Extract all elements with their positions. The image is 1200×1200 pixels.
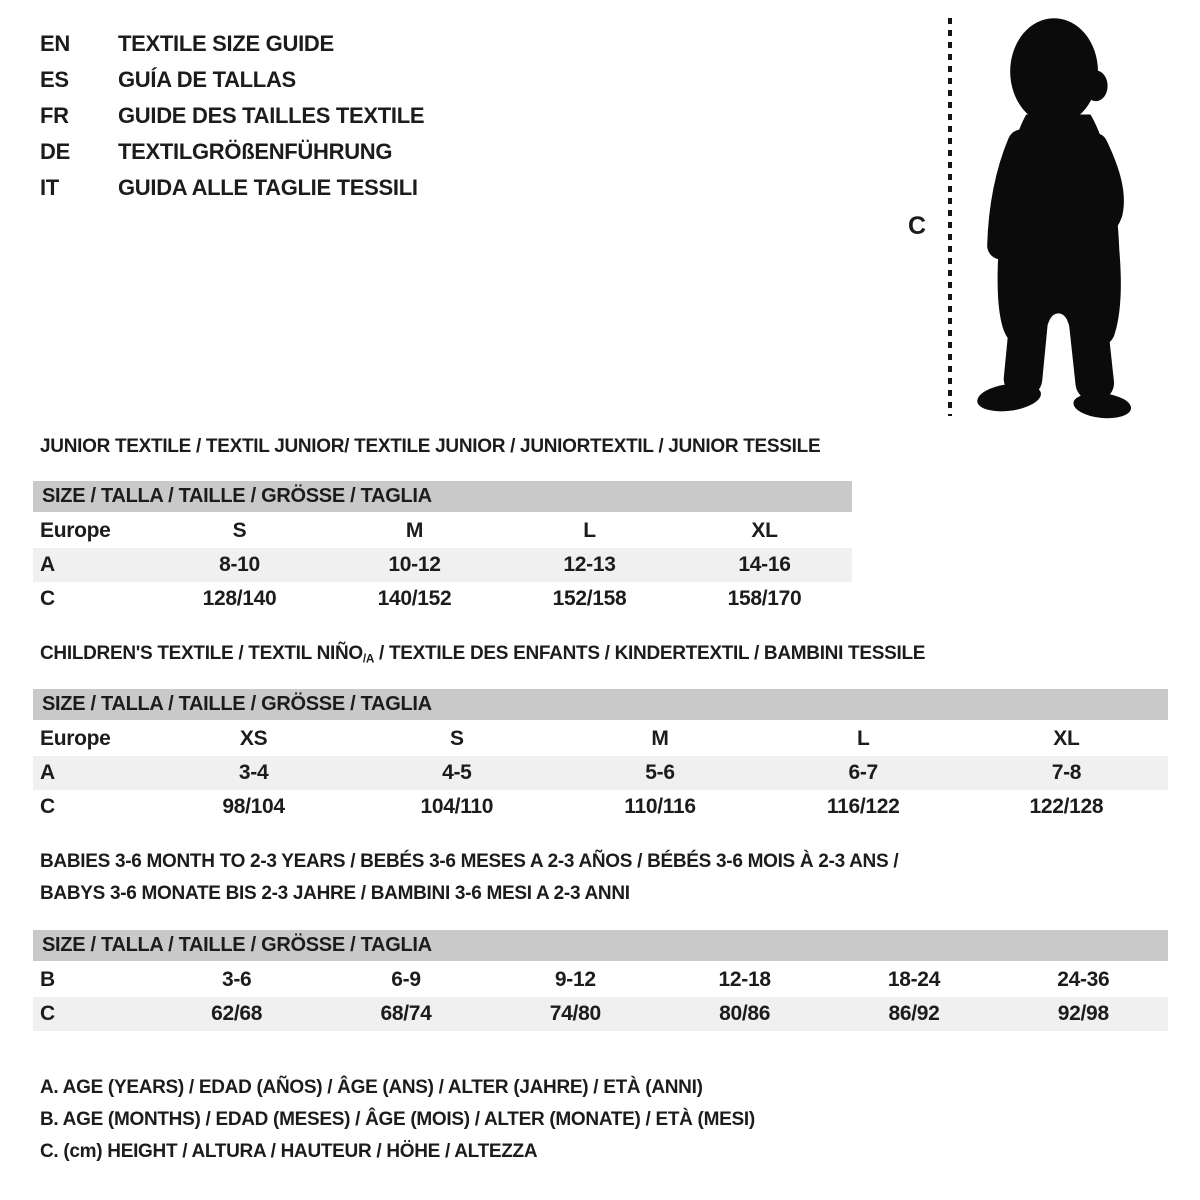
language-row-es bbox=[40, 62, 424, 98]
size-header-bar: SIZE / TALLA / TAILLE / GRÖSSE / TAGLIA bbox=[33, 481, 852, 512]
height-cell: 152/158 bbox=[552, 587, 627, 610]
height-cell: 62/68 bbox=[211, 1002, 263, 1025]
months-cell: 6-9 bbox=[391, 968, 421, 991]
size-header-bar: SIZE / TALLA / TAILLE / GRÖSSE / TAGLIA bbox=[33, 689, 1168, 720]
babies-section-title-line1: BABIES 3-6 MONTH TO 2-3 YEARS / BEBÉS 3-6 MESES A 2-3 AÑOS / BÉBÉS 3-6 MOIS À 2-3 ANS / bbox=[40, 851, 899, 872]
months-cell: 18-24 bbox=[887, 968, 941, 991]
guide-title: GUÍA DE TALLAS bbox=[118, 67, 296, 92]
guide-title: TEXTILE SIZE GUIDE bbox=[118, 31, 334, 56]
height-cell: 122/128 bbox=[1029, 795, 1104, 818]
table-row-height bbox=[33, 790, 1168, 824]
size-cell: L bbox=[856, 727, 870, 750]
height-measure-label: C bbox=[908, 212, 926, 240]
legend-line-age-months: B. AGE (MONTHS) / EDAD (MESES) / ÂGE (MOIS) / ALTER (MONATE) / ETÀ (MESI) bbox=[40, 1109, 755, 1130]
row-label: Europe bbox=[40, 727, 111, 750]
size-cell: XL bbox=[1053, 727, 1080, 750]
height-cell: 92/98 bbox=[1057, 1002, 1109, 1025]
table-row-months bbox=[33, 963, 1168, 997]
legend-line-age-years: A. AGE (YEARS) / EDAD (AÑOS) / ÂGE (ANS) / ALTER (JAHRE) / ETÀ (ANNI) bbox=[40, 1077, 703, 1098]
size-cell: XL bbox=[751, 519, 778, 542]
table-row-height bbox=[33, 997, 1168, 1031]
language-code: ES bbox=[40, 67, 69, 92]
row-label: B bbox=[40, 968, 55, 991]
children-section-title bbox=[40, 643, 925, 665]
row-label: A bbox=[40, 553, 55, 576]
height-cell: 74/80 bbox=[549, 1002, 601, 1025]
children-size-table bbox=[33, 689, 1168, 824]
months-cell: 3-6 bbox=[221, 968, 252, 991]
height-cell: 110/116 bbox=[624, 795, 696, 818]
age-cell: 6-7 bbox=[848, 761, 878, 784]
height-cell: 98/104 bbox=[222, 795, 285, 818]
age-cell: 4-5 bbox=[442, 761, 472, 784]
row-label: C bbox=[40, 587, 55, 610]
language-row-de bbox=[40, 134, 424, 170]
age-cell: 7-8 bbox=[1051, 761, 1082, 784]
language-row-it bbox=[40, 170, 424, 206]
height-cell: 104/110 bbox=[420, 795, 494, 818]
baby-silhouette bbox=[962, 10, 1144, 420]
junior-section-title: JUNIOR TEXTILE / TEXTIL JUNIOR/ TEXTILE JUNIOR / JUNIORTEXTIL / JUNIOR TESSILE bbox=[40, 436, 821, 457]
legend bbox=[40, 1072, 755, 1168]
language-code: FR bbox=[40, 103, 69, 128]
junior-size-table bbox=[33, 481, 852, 616]
children-title-sub: /A bbox=[362, 652, 375, 666]
age-cell: 3-4 bbox=[238, 761, 269, 784]
row-label: C bbox=[40, 1002, 55, 1025]
months-cell: 24-36 bbox=[1057, 968, 1110, 991]
height-dashed-line bbox=[948, 18, 952, 416]
language-row-en bbox=[40, 26, 424, 62]
language-row-fr bbox=[40, 98, 424, 134]
babies-section-title-line2: BABYS 3-6 MONATE BIS 2-3 JAHRE / BAMBINI 3-6 MESI A 2-3 ANNI bbox=[40, 883, 630, 904]
table-row-europe bbox=[33, 722, 1168, 756]
size-cell: S bbox=[232, 519, 247, 542]
language-code: EN bbox=[40, 31, 70, 56]
children-title-prefix: CHILDREN'S TEXTILE / TEXTIL NIÑO bbox=[40, 643, 363, 664]
row-label: A bbox=[40, 761, 55, 784]
row-label: C bbox=[40, 795, 55, 818]
height-cell: 140/152 bbox=[377, 587, 452, 610]
children-title-suffix: / TEXTILE DES ENFANTS / KINDERTEXTIL / BAMBINI TESSILE bbox=[374, 643, 926, 664]
age-cell: 14-16 bbox=[738, 553, 791, 576]
table-row-age bbox=[33, 548, 852, 582]
size-cell: S bbox=[449, 727, 464, 750]
size-cell: L bbox=[583, 519, 596, 542]
guide-title: GUIDE DES TAILLES TEXTILE bbox=[118, 103, 425, 128]
table-row-europe bbox=[33, 514, 852, 548]
height-cell: 158/170 bbox=[727, 587, 802, 610]
height-cell: 116/122 bbox=[826, 795, 900, 818]
size-cell: M bbox=[405, 519, 424, 542]
months-cell: 9-12 bbox=[554, 968, 596, 991]
table-row-height bbox=[33, 582, 852, 616]
language-code: IT bbox=[40, 175, 59, 200]
months-cell: 12-18 bbox=[718, 968, 771, 991]
height-cell: 86/92 bbox=[888, 1002, 940, 1025]
language-code: DE bbox=[40, 139, 70, 164]
size-cell: XS bbox=[239, 727, 268, 750]
row-label: Europe bbox=[40, 519, 111, 542]
size-cell: M bbox=[651, 727, 669, 750]
table-row-age bbox=[33, 756, 1168, 790]
guide-title: TEXTILGRÖßENFÜHRUNG bbox=[118, 139, 393, 164]
age-cell: 8-10 bbox=[219, 553, 260, 576]
size-header-bar: SIZE / TALLA / TAILLE / GRÖSSE / TAGLIA bbox=[33, 930, 1168, 961]
legend-line-height: C. (cm) HEIGHT / ALTURA / HAUTEUR / HÖHE / ALTEZZA bbox=[40, 1141, 538, 1162]
height-cell: 128/140 bbox=[202, 587, 277, 610]
babies-size-table bbox=[33, 930, 1168, 1031]
age-cell: 10-12 bbox=[388, 553, 441, 576]
height-cell: 80/86 bbox=[719, 1002, 771, 1025]
guide-title: GUIDA ALLE TAGLIE TESSILI bbox=[118, 175, 418, 200]
age-cell: 5-6 bbox=[645, 761, 675, 784]
language-title-list bbox=[40, 26, 424, 206]
age-cell: 12-13 bbox=[563, 553, 616, 576]
height-cell: 68/74 bbox=[380, 1002, 432, 1025]
